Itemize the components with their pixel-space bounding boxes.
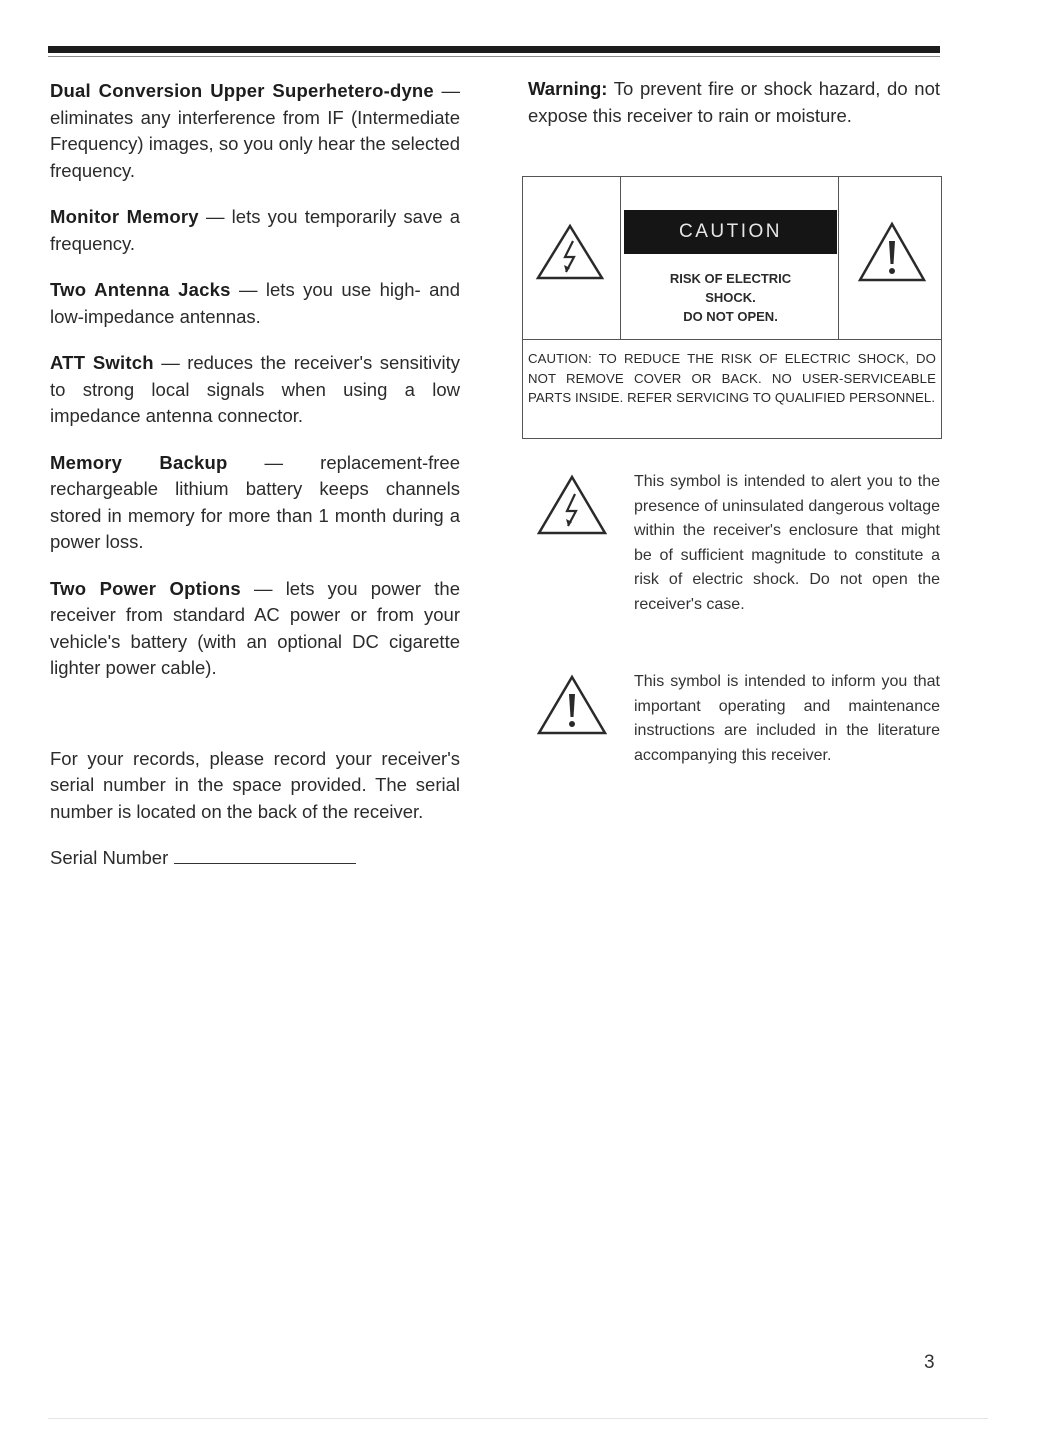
feature-text: — lets you temporarily save a frequency. [50,206,460,254]
caution-subtext [623,269,838,326]
warning-paragraph [528,76,940,129]
feature-text: — lets you use high- and low-impedance antennas. [50,279,460,327]
caution-statement: CAUTION: TO REDUCE THE RISK OF ELECTRIC SHOCK, DO NOT REMOVE COVER OR BACK. NO USER-SERVICEABLE PARTS INSIDE. REFER SERVICING TO QUALIFIED PERSONNEL. [528,351,936,405]
page-number: 3 [924,1352,935,1373]
feature-text: — reduces the receiver's sensitivity to strong local signals when using a low impedance antenna connector. [50,352,460,426]
feature-title: Memory Backup [50,451,228,473]
right-column [528,76,940,764]
records-note: For your records, please record your receiver's serial number in the space provided. The serial number is located on the back of the receiver. [50,747,460,822]
exclamation-warning-icon [857,221,927,283]
left-column [50,78,460,892]
warning-text: To prevent fire or shock hazard, do not expose this receiver to rain or moisture. [528,78,940,126]
feature-monitor-memory [50,204,460,257]
feature-text: — replacement-free rechargeable lithium battery keeps channels stored in memory for more than 1 month during a power loss. [50,451,460,552]
serial-number-row [50,845,460,872]
feature-title: ATT Switch [50,352,154,373]
lightning-warning-icon [536,474,608,536]
top-rule [48,46,940,53]
caution-subtext-line: RISK OF ELECTRIC [669,271,792,286]
feature-title: Dual Conversion Upper Superhetero-dyne [50,80,434,101]
feature-power-options [50,576,460,682]
feature-dual-conversion [50,78,460,184]
caution-label-box [522,176,942,439]
feature-text: — eliminates any interference from IF (Intermediate Frequency) images, so you only hear the selected frequency. [50,80,461,181]
lightning-warning-icon [535,223,605,281]
serial-number-label: Serial Number [50,847,169,868]
feature-title: Two Antenna Jacks [50,279,231,300]
feature-att-switch [50,350,460,430]
serial-number-blank [174,849,356,864]
feature-title: Monitor Memory [50,206,199,227]
caution-box-right-cell [838,177,942,339]
exclamation-warning-icon [536,674,608,736]
feature-title: Two Power Options [50,577,241,599]
symbol-explanation-text: This symbol is intended to inform you that important operating and maintenance instructions are included in the literature accompanying this receiver. [634,673,940,764]
feature-text: — lets you power the receiver from standard AC power or from your vehicle's battery (with an optional DC cigarette lighter power cable). [50,577,461,678]
bottom-rule [48,1418,988,1419]
warning-label: Warning: [528,78,608,99]
feature-memory-backup [50,450,460,556]
caution-box-left-cell [523,177,621,339]
caution-subtext-line: SHOCK. [705,290,756,305]
top-rule-thin [48,56,940,57]
caution-banner: CAUTION [624,210,837,254]
feature-antenna-jacks [50,277,460,330]
caution-subtext-line: DO NOT OPEN. [683,309,778,324]
symbol-explanation-text: This symbol is intended to alert you to the presence of uninsulated dangerous voltage within the receiver's enclosure that might be of sufficient magnitude to constitute a risk of electric shock. Do not open the receiver's case. [634,473,940,613]
